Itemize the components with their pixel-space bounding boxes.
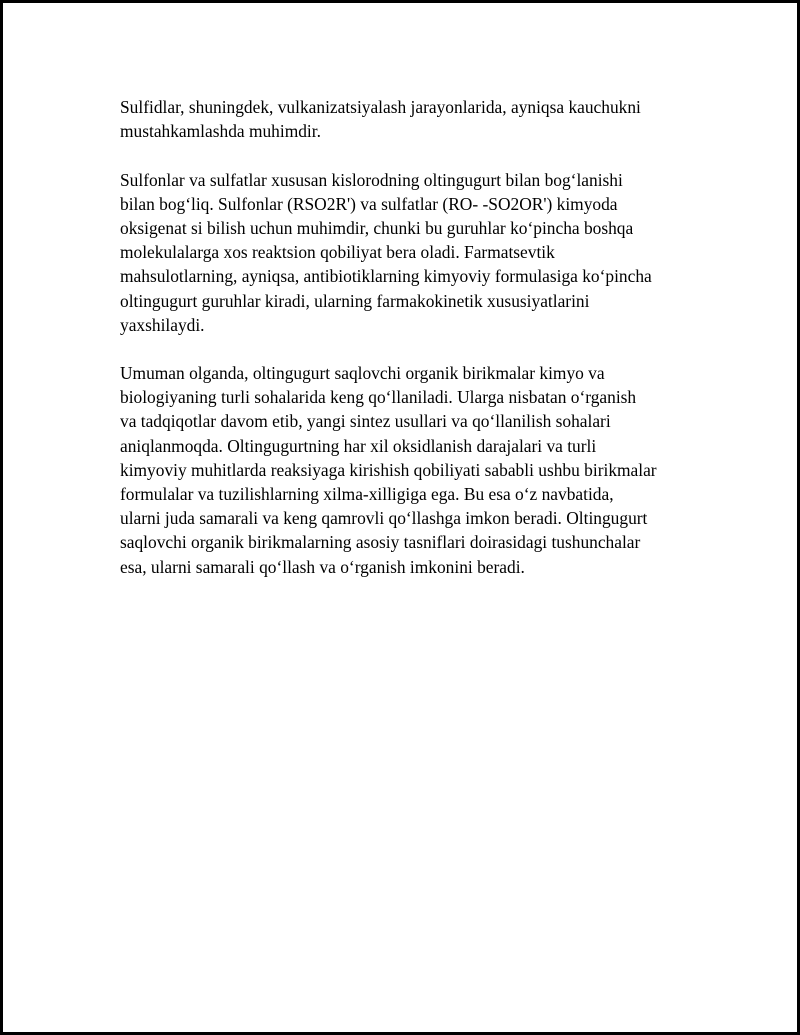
text-line: mustahkamlashda muhimdir. xyxy=(120,121,321,142)
document-body xyxy=(120,95,700,579)
text-line: mahsulotlarning, ayniqsa, antibiotiklarning kimyoviy formulasiga ko‘pincha xyxy=(120,266,652,287)
text-line: formulalar va tuzilishlarning xilma-xilligiga ega. Bu esa o‘z navbatida, xyxy=(120,484,614,504)
text-line: Umuman olganda, oltingugurt saqlovchi organik birikmalar kimyo va xyxy=(120,363,605,384)
text-line: Sulfidlar, shuningdek, vulkanizatsiyalash jarayonlarida, ayniqsa kauchukni xyxy=(120,97,641,117)
paragraph-3 xyxy=(120,361,700,579)
text-line: molekulalarga xos reaktsion qobiliyat bera oladi. Farmatsevtik xyxy=(120,242,555,263)
text-line: ularni juda samarali va keng qamrovli qo‘llashga imkon beradi. Oltingugurt xyxy=(120,508,648,529)
text-line: oltingugurt guruhlar kiradi, ularning farmakokinetik xususiyatlarini xyxy=(120,290,590,311)
text-line: kimyoviy muhitlarda reaksiyaga kirishish qobiliyati sababli ushbu birikmalar xyxy=(120,459,657,480)
text-line: yaxshilaydi. xyxy=(120,314,205,335)
text-line: Sulfonlar va sulfatlar xususan kislorodning oltingugurt bilan bog‘lanishi xyxy=(120,169,623,190)
text-line: bilan bog‘liq. Sulfonlar (RSO2R') va sulfatlar (RO- -SO2OR') kimyoda xyxy=(120,193,618,214)
text-line: esa, ularni samarali qo‘llash va o‘rganish imkonini beradi. xyxy=(120,556,525,577)
text-line: va tadqiqotlar davom etib, yangi sintez usullari va qo‘llanilish sohalari xyxy=(120,411,611,432)
text-line: biologiyaning turli sohalarida keng qo‘llaniladi. Ularga nisbatan o‘rganish xyxy=(120,387,637,408)
paragraph-1 xyxy=(120,95,700,143)
text-line: aniqlanmoqda. Oltingugurtning har xil oksidlanish darajalari va turli xyxy=(120,435,597,456)
text-line: oksigenat si bilish uchun muhimdir, chunki bu guruhlar ko‘pincha boshqa xyxy=(120,217,634,238)
paragraph-2 xyxy=(120,168,700,337)
text-line: saqlovchi organik birikmalarning asosiy tasniflari doirasidagi tushunchalar xyxy=(120,532,641,553)
